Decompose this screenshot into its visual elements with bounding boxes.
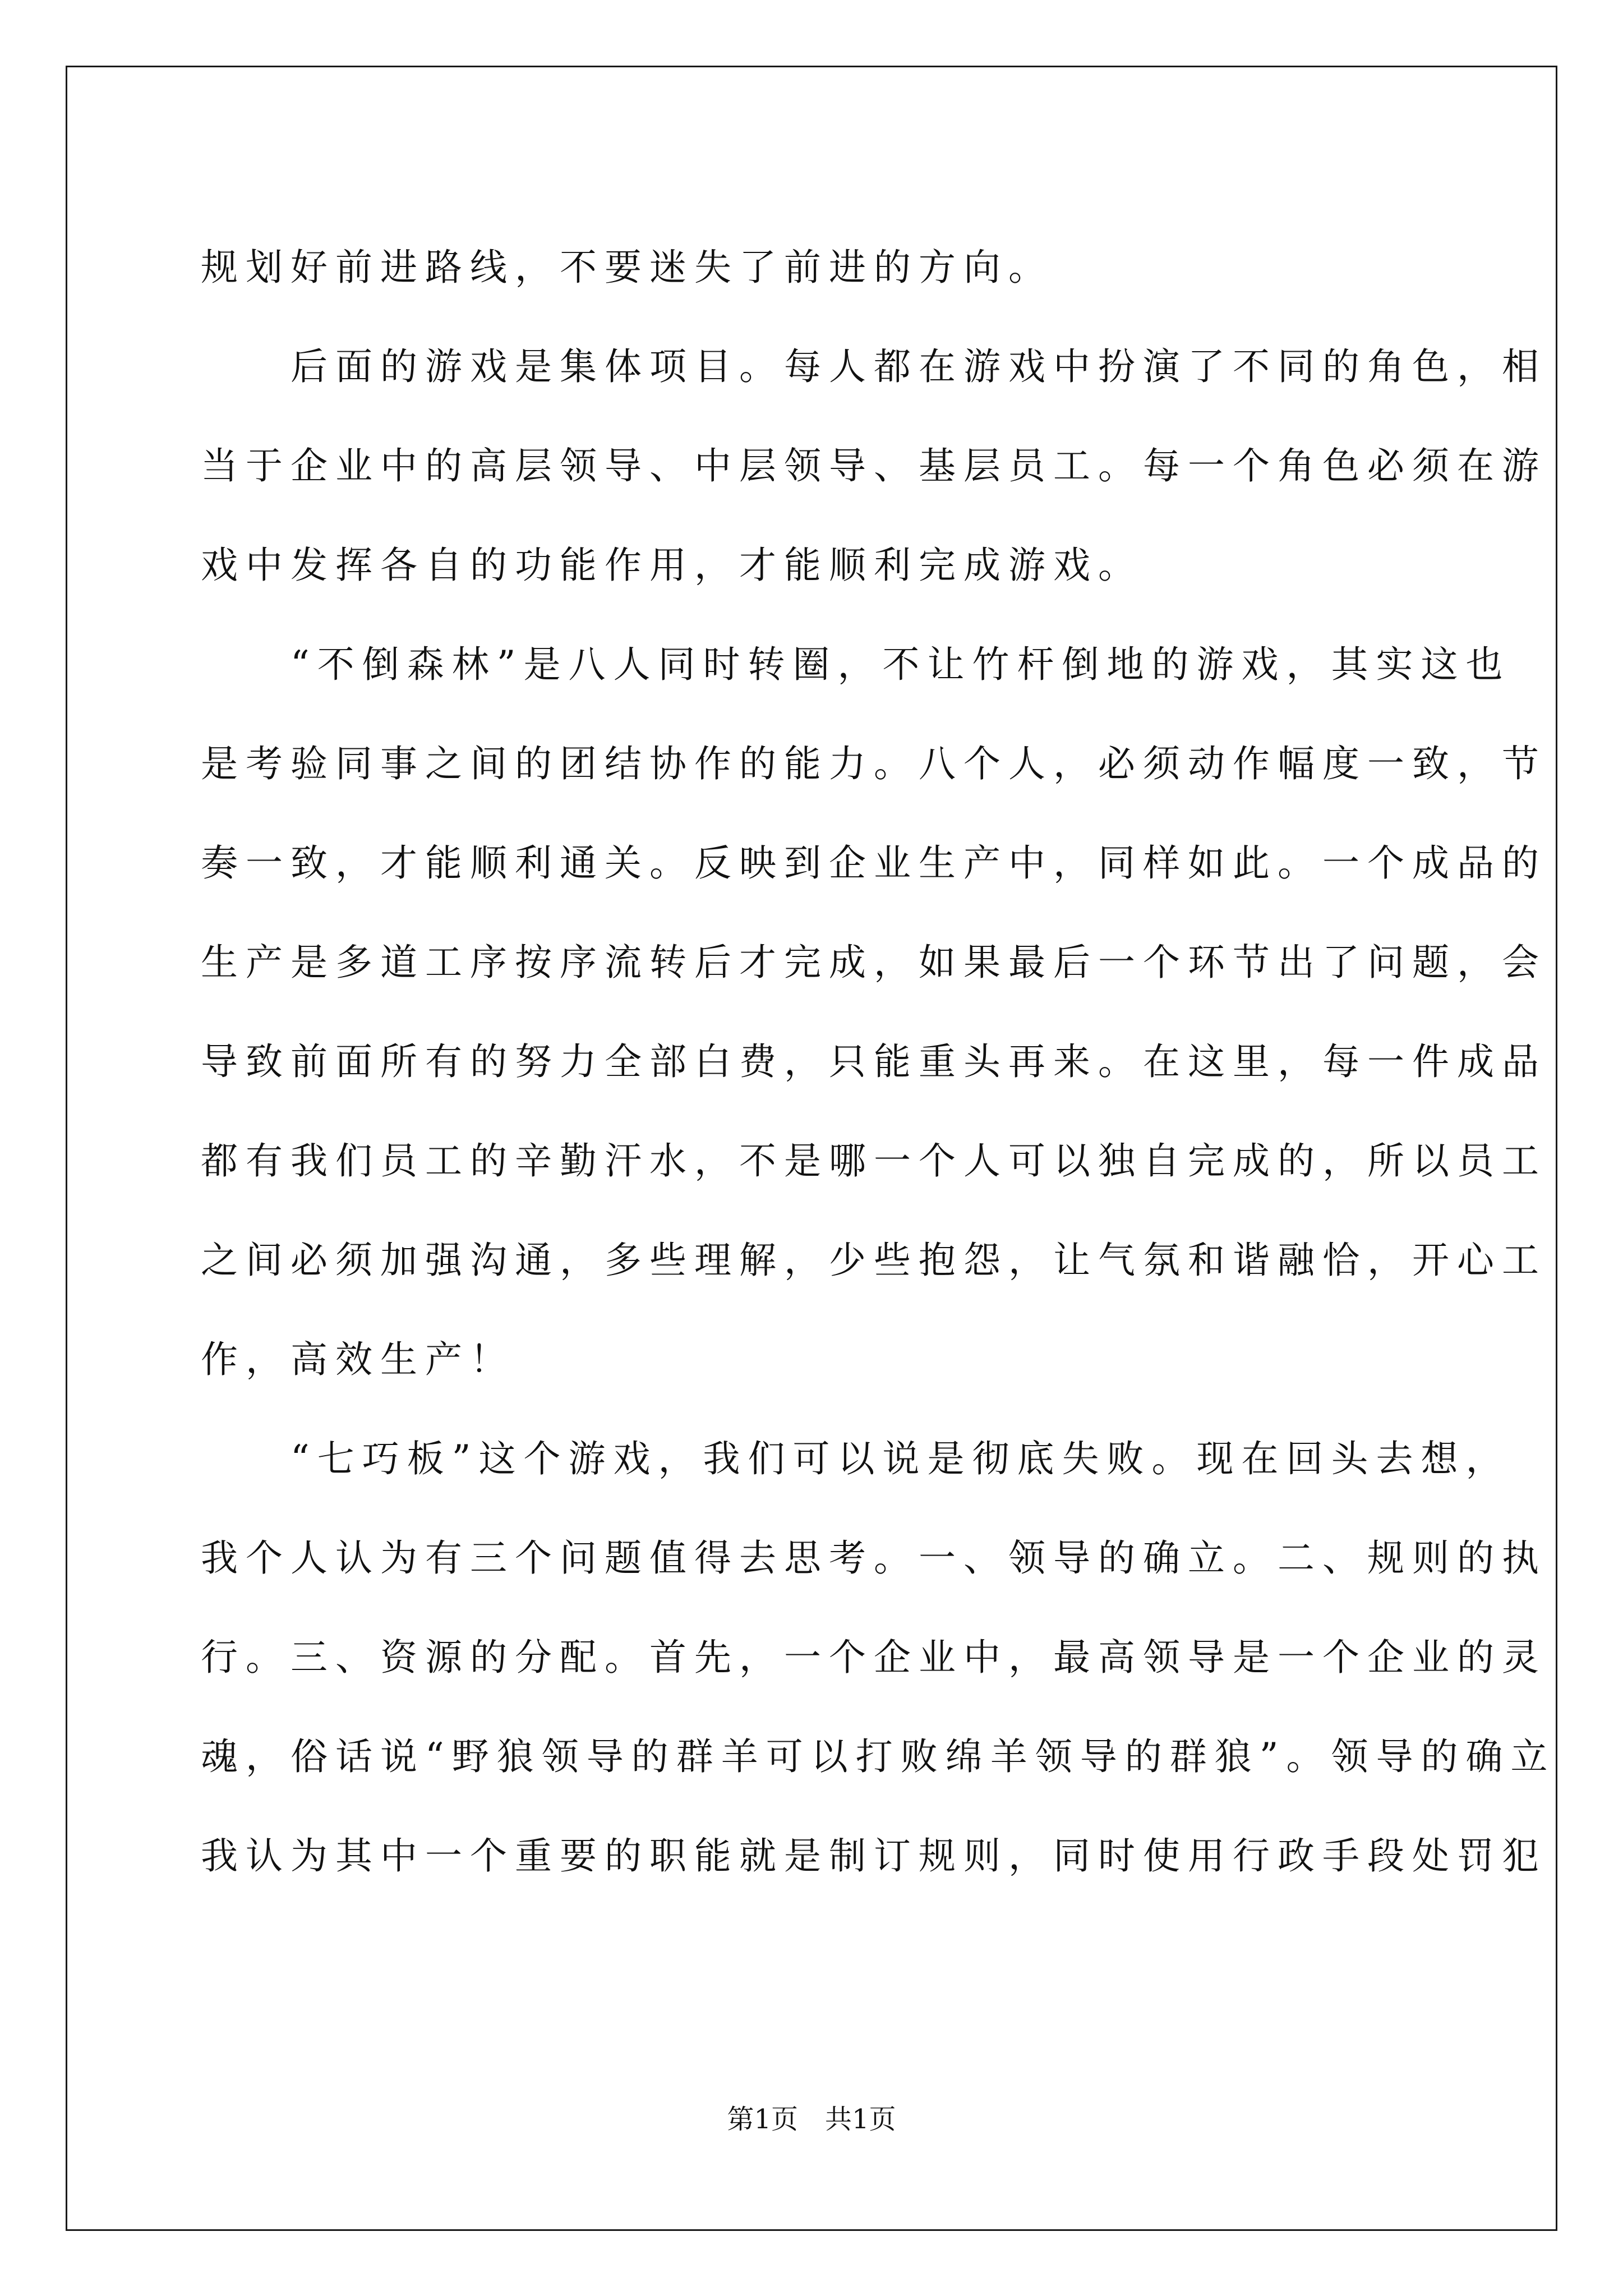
page-number-label: 第1页 共1页: [727, 2104, 896, 2135]
text-line-17: 我认为其中一个重要的职能就是制订规则，同时使用行政手段处罚犯: [201, 1834, 1547, 1878]
document-body: [201, 218, 1556, 1906]
page-footer: [0, 2102, 1623, 2136]
text-line-16: 魂，俗话说“野狼领导的群羊可以打败绵羊领导的群狼”。领导的确立: [201, 1735, 1556, 1778]
text-line-9: 导致前面所有的努力全部白费，只能重头再来。在这里，每一件成品: [201, 1040, 1547, 1083]
text-line-4: 戏中发挥各自的功能作用，才能顺利完成游戏。: [201, 544, 1143, 587]
text-line-8: 生产是多道工序按序流转后才完成，如果最后一个环节出了问题，会: [201, 941, 1547, 984]
text-line-7: 奏一致，才能顺利通关。反映到企业生产中，同样如此。一个成品的: [201, 841, 1547, 885]
text-line-1: 规划好前进路线，不要迷失了前进的方向。: [201, 246, 1053, 289]
text-line-12: 作，高效生产！: [201, 1338, 515, 1381]
text-line-6: 是考验同事之间的团结协作的能力。八个人，必须动作幅度一致，节: [201, 742, 1547, 785]
text-line-13: “七巧板”这个游戏，我们可以说是彻底失败。现在回头去想，: [201, 1437, 1511, 1480]
text-line-5: “不倒森林”是八人同时转圈，不让竹杆倒地的游戏，其实这也: [201, 643, 1511, 686]
text-line-11: 之间必须加强沟通，多些理解，少些抱怨，让气氛和谐融恰，开心工: [201, 1239, 1547, 1282]
text-line-14: 我个人认为有三个问题值得去思考。一、领导的确立。二、规则的执: [201, 1536, 1547, 1580]
text-line-3: 当于企业中的高层领导、中层领导、基层员工。每一个角色必须在游: [201, 444, 1547, 487]
text-line-2: 后面的游戏是集体项目。每人都在游戏中扮演了不同的角色，相: [201, 345, 1547, 388]
text-line-10: 都有我们员工的辛勤汗水，不是哪一个人可以独自完成的，所以员工: [201, 1139, 1547, 1182]
text-line-15: 行。三、资源的分配。首先，一个企业中，最高领导是一个企业的灵: [201, 1636, 1547, 1679]
